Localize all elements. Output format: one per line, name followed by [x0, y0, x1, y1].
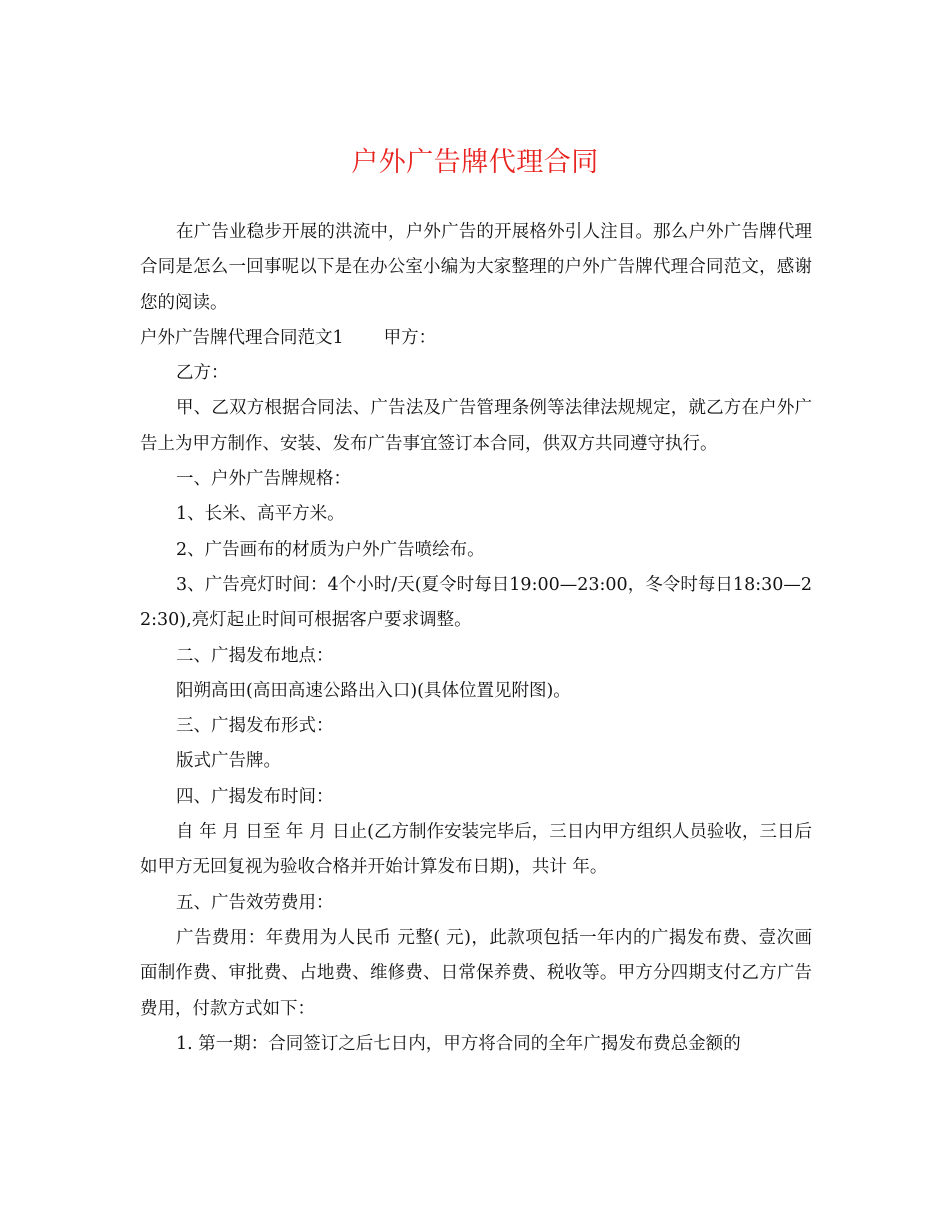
party-b-label: 乙方： — [176, 363, 229, 384]
document-body — [140, 215, 812, 1062]
location-text: 阳朔高田(高田高速公路出入口)(具体位置见附图)。 — [176, 680, 571, 701]
section-heading-specs: 一、户外广告牌规格： — [176, 469, 351, 490]
section-heading-form: 三、广揭发布形式： — [176, 716, 334, 737]
section-heading-location: 二、广揭发布地点： — [176, 645, 334, 666]
party-a-label: 甲方： — [383, 327, 437, 348]
spec-item-2: 2、广告画布的材质为户外广告喷绘布。 — [176, 539, 485, 560]
page-title: 户外广告牌代理合同 — [351, 147, 599, 178]
spec-item-3: 3、广告亮灯时间：4个小时/天(夏令时每日19:00—23:00，冬令时每日18:30—22:30),亮灯起止时间可根据客户要求调整。 — [140, 574, 812, 631]
paragraph-agreement: 甲、乙双方根据合同法、广告法及广告管理条例等法律法规规定，就乙方在户外广告上为甲方制作、安装、发布广告事宜签订本合同，供双方共同遵守执行。 — [140, 398, 812, 454]
fees-text: 广告费用：年费用为人民币 元整( 元)，此款项包括一年内的广揭发布费、壹次画面制作费、审批费、占地费、维修费、日常保养费、税收等。甲方分四期支付乙方广告费用，付款方式如下： — [140, 927, 812, 1019]
spec-item-1: 1、长米、高平方米。 — [176, 504, 345, 525]
section-heading-time: 四、广揭发布时间： — [176, 786, 334, 807]
time-text: 自 年 月 日至 年 月 日止(乙方制作安装完毕后，三日内甲方组织人员验收，三日后如甲方无回复视为验收合格并开始计算发布日期)，共计 年。 — [140, 822, 812, 878]
paragraph-intro: 在广告业稳步开展的洪流中，户外广告的开展格外引人注目。那么户外广告牌代理合同是怎么一回事呢以下是在办公室小编为大家整理的户外广告牌代理合同范文，感谢您的阅读。 — [140, 222, 812, 313]
sample-heading-text: 户外广告牌代理合同范文1 — [140, 327, 344, 348]
payment-item-1: 1. 第一期：合同签订之后七日内，甲方将合同的全年广揭发布费总金额的 — [176, 1033, 741, 1054]
section-heading-fees: 五、广告效劳费用： — [176, 892, 334, 913]
paragraph-sample-heading — [140, 321, 812, 356]
form-text: 版式广告牌。 — [176, 751, 281, 772]
